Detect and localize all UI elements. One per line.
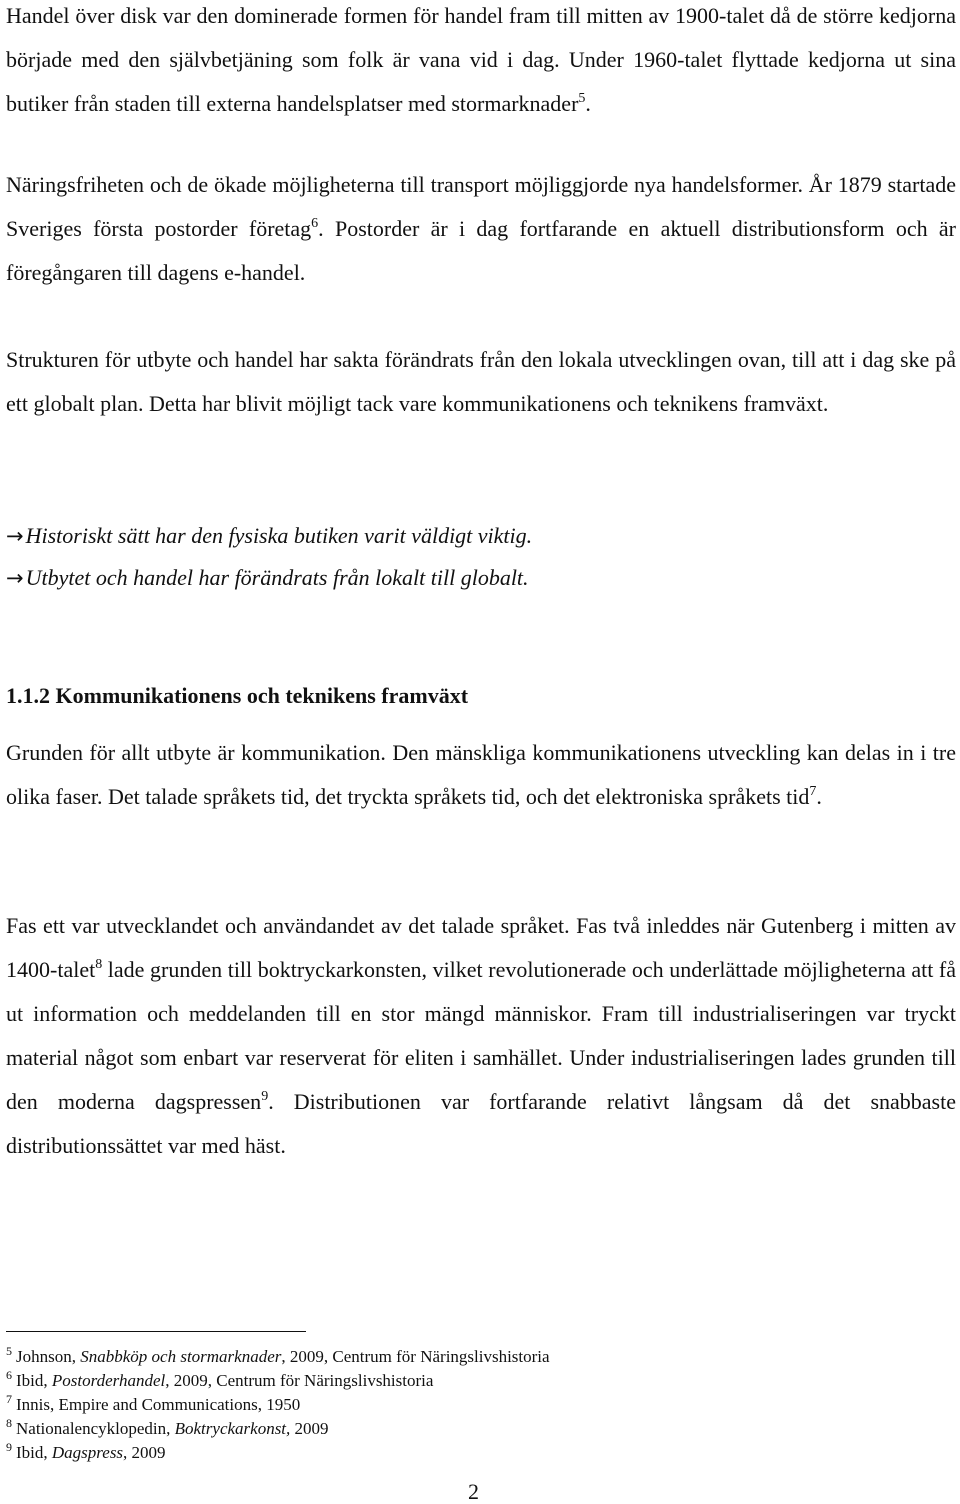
- paragraph-text: Fas ett var utvecklandet och användandet av det talade språket. Fas två inleddes när Gutenberg i mitten av 1400-talet: [6, 913, 956, 982]
- arrow-point-2: [6, 556, 529, 600]
- paragraph-naringsfrihet: [6, 163, 956, 295]
- footnote-number: 6: [6, 1368, 12, 1382]
- right-arrow-icon: →: [6, 566, 24, 590]
- footnote-text: , 2009, Centrum för Näringslivshistoria: [165, 1371, 434, 1390]
- footnote-item: [6, 1345, 550, 1369]
- paragraph-text: . Postorder är i dag fortfarande en aktuell distributionsform och är föregångaren till dagens e-handel.: [6, 216, 956, 285]
- footnote-ref[interactable]: 7: [809, 784, 817, 799]
- footnote-item: [6, 1441, 550, 1465]
- footnote-text: Ibid,: [16, 1371, 52, 1390]
- arrow-point-text: Historiskt sätt har den fysiska butiken varit väldigt viktig.: [25, 523, 533, 548]
- footnote-number: 7: [6, 1392, 12, 1406]
- footnote-text: Ibid,: [16, 1443, 52, 1462]
- footnote-item: [6, 1393, 550, 1417]
- footnote-text: Johnson,: [16, 1347, 81, 1366]
- footnote-title: Snabbköp och stormarknader: [80, 1347, 282, 1366]
- paragraph-text: Handel över disk var den dominerade formen för handel fram till mitten av 1900-talet då de större kedjorna började med den självbetjäning som folk är vana vid i dag. Under 1960-talet flyttade kedjorna ut sina butiker från staden till externa handelsplatser med stormarknader: [6, 3, 956, 116]
- paragraph-text: Strukturen för utbyte och handel har sakta förändrats från den lokala utvecklingen ovan, till att i dag ske på ett globalt plan. Detta har blivit möjligt tack vare kommunikationens och teknikens framväxt.: [6, 347, 956, 416]
- footnote-number: 9: [6, 1440, 12, 1454]
- paragraph-text: . Distributionen var fortfarande relativt långsam då det snabbaste distributionssättet var med häst.: [6, 1089, 956, 1158]
- footnote-item: [6, 1369, 550, 1393]
- paragraph-grunden: [6, 731, 956, 819]
- footnote-text: Nationalencyklopedin,: [16, 1419, 175, 1438]
- footnote-title: Postorderhandel: [51, 1371, 166, 1390]
- section-heading: 1.1.2 Kommunikationens och teknikens framväxt: [6, 683, 469, 708]
- right-arrow-icon: →: [6, 524, 24, 548]
- footnote-text: 2009: [290, 1419, 329, 1438]
- footnote-ref[interactable]: 8: [95, 957, 103, 972]
- footnote-ref[interactable]: 9: [261, 1089, 269, 1104]
- paragraph-handel: [6, 0, 956, 126]
- footnote-list: [6, 1345, 550, 1465]
- paragraph-text: .: [585, 91, 591, 116]
- arrow-point-1: [6, 514, 532, 558]
- page-number: 2: [468, 1479, 479, 1504]
- footnote-title: Dagspress: [51, 1443, 124, 1462]
- footnote-number: 5: [6, 1344, 12, 1358]
- paragraph-text: Grunden för allt utbyte är kommunikation. Den mänskliga kommunikationens utveckling kan delas in i tre olika faser. Det talade språkets tid, det tryckta språkets tid, och det elektroniska språkets tid: [6, 740, 956, 809]
- footnote-item: [6, 1417, 550, 1441]
- footnote-text: , 2009, Centrum för Näringslivshistoria: [281, 1347, 550, 1366]
- arrow-point-text: Utbytet och handel har förändrats från lokalt till globalt.: [25, 565, 529, 590]
- footnote-text: , 2009: [123, 1443, 166, 1462]
- footnote-text: Innis, Empire and Communications, 1950: [16, 1395, 301, 1414]
- footnote-number: 8: [6, 1416, 12, 1430]
- paragraph-strukturen: [6, 338, 956, 426]
- paragraph-text: Näringsfriheten och de ökade möjligheterna till transport möjliggjorde nya handelsformer. År 1879 startade Sveriges första postorder företag: [6, 172, 956, 241]
- footnote-divider: [6, 1331, 306, 1332]
- paragraph-faser: [6, 904, 956, 1168]
- footnote-ref[interactable]: 6: [311, 216, 319, 231]
- paragraph-text: lade grunden till boktryckarkonsten, vilket revolutionerade och underlättade möjligheterna att få ut information och meddelanden till en stor mängd människor. Fram till industrialiseringen var tryckt material något som enbart var reserverat för eliten i samhället. Under industrialiseringen lades grunden till den moderna dagspressen: [6, 957, 956, 1114]
- footnote-title: Boktryckarkonst,: [174, 1419, 291, 1438]
- paragraph-text: .: [816, 784, 822, 809]
- footnote-ref[interactable]: 5: [578, 91, 586, 106]
